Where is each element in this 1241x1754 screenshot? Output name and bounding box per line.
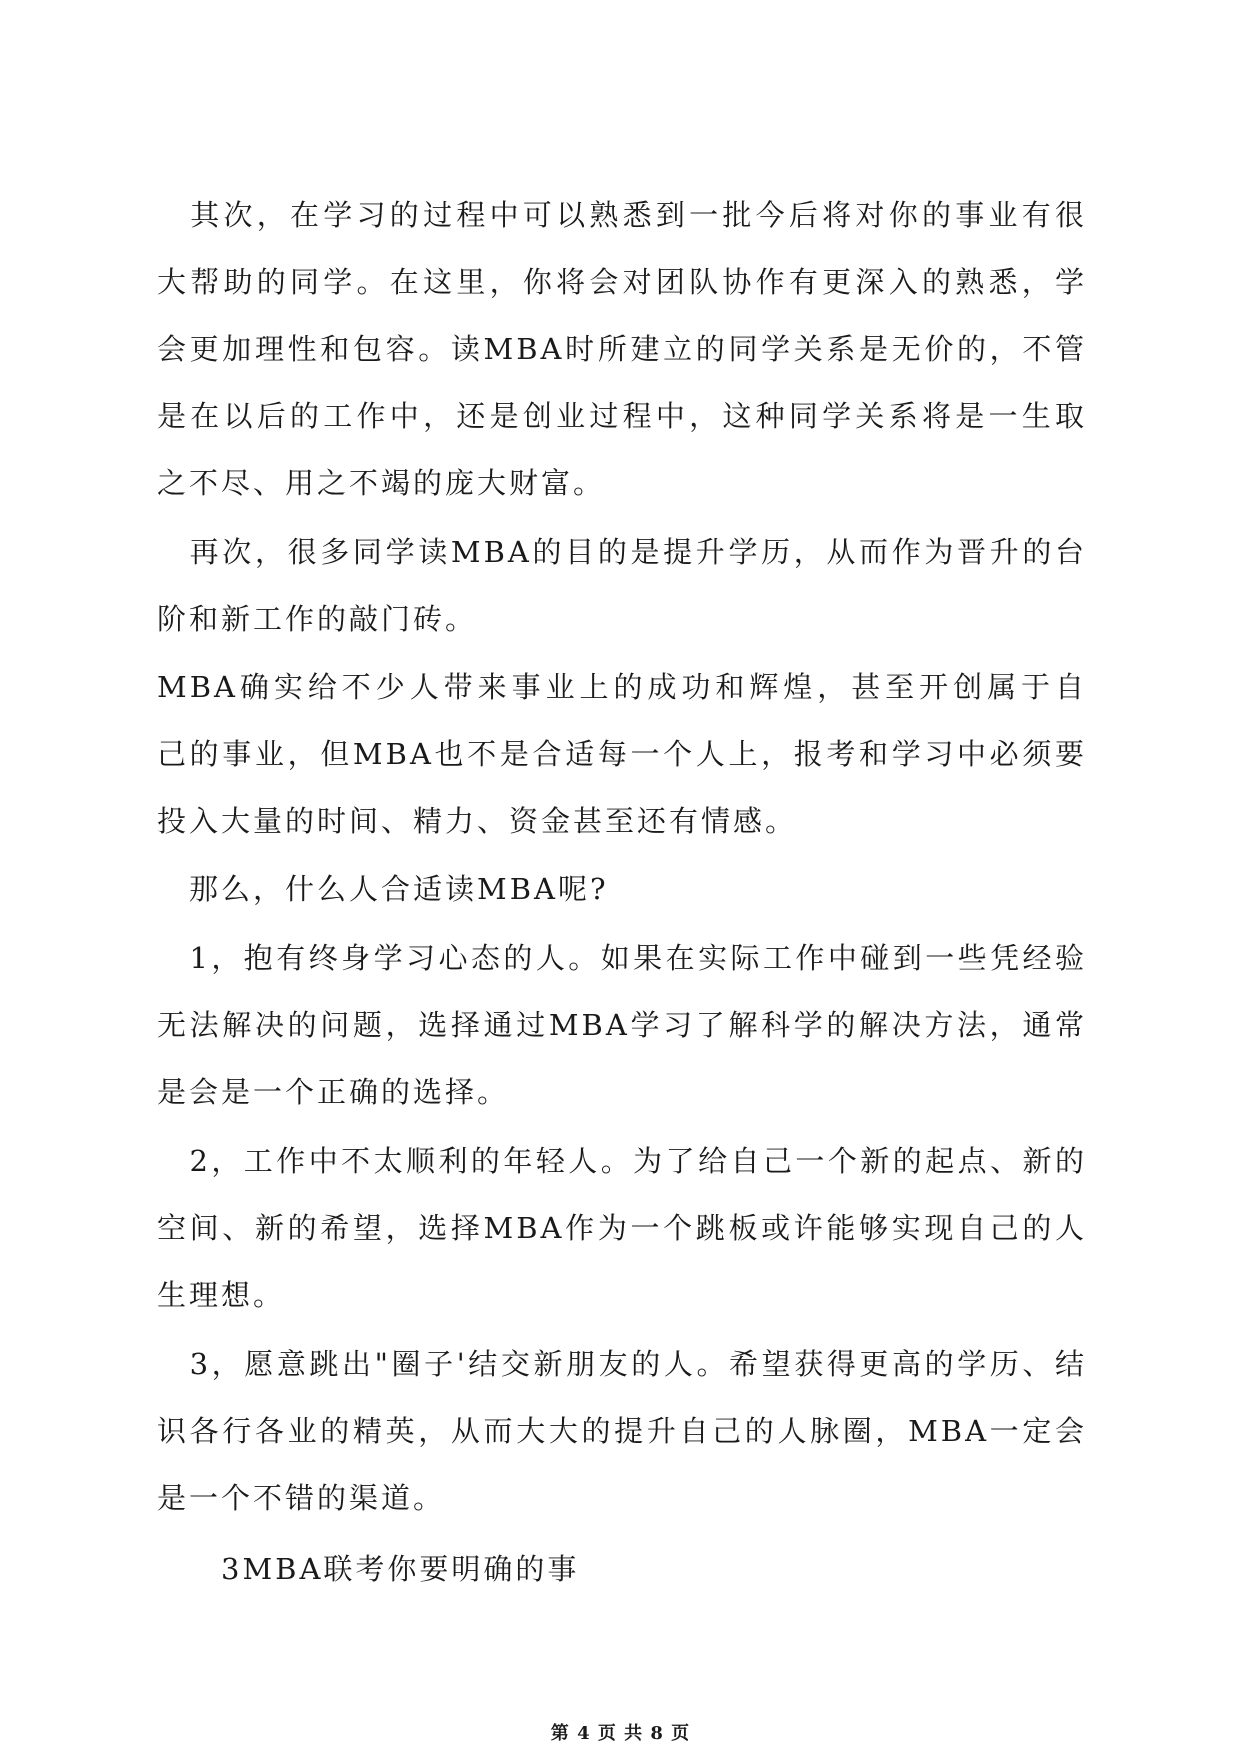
text-line: 再次，很多同学读MBA的目的是提升学历，从而作为晋升的台: [157, 535, 1087, 569]
text-line: 无法解决的问题，选择通过MBA学习了解科学的解决方法，通常: [157, 1008, 1087, 1042]
text-line: 那么，什么人合适读MBA呢?: [157, 872, 609, 906]
text-line: 之不尽、用之不竭的庞大财富。: [157, 466, 606, 500]
section-heading: 3MBA联考你要明确的事: [157, 1552, 580, 1586]
text-line: MBA确实给不少人带来事业上的成功和辉煌，甚至开创属于自: [157, 670, 1087, 704]
text-line: 是在以后的工作中，还是创业过程中，这种同学关系将是一生取: [157, 399, 1087, 433]
text-line: 阶和新工作的敲门砖。: [157, 602, 478, 636]
text-line: 3，愿意跳出"圈子'结交新朋友的人。希望获得更高的学历、结: [157, 1347, 1087, 1381]
text-line: 生理想。: [157, 1278, 286, 1312]
text-line: 空间、新的希望，选择MBA作为一个跳板或许能够实现自己的人: [157, 1211, 1087, 1245]
text-line: 其次，在学习的过程中可以熟悉到一批今后将对你的事业有很: [157, 198, 1087, 232]
text-line: 投入大量的时间、精力、资金甚至还有情感。: [157, 804, 798, 838]
text-line: 大帮助的同学。在这里，你将会对团队协作有更深入的熟悉，学: [157, 265, 1087, 299]
text-line: 1，抱有终身学习心态的人。如果在实际工作中碰到一些凭经验: [157, 941, 1087, 975]
text-line: 识各行各业的精英，从而大大的提升自己的人脉圈，MBA一定会: [157, 1414, 1087, 1448]
text-line: 会更加理性和包容。读MBA时所建立的同学关系是无价的，不管: [157, 332, 1087, 366]
text-line: 是会是一个正确的选择。: [157, 1075, 510, 1109]
page-number-footer: 第 4 页 共 8 页: [550, 1723, 691, 1744]
text-line: 2，工作中不太顺利的年轻人。为了给自己一个新的起点、新的: [157, 1144, 1087, 1178]
text-line: 己的事业，但MBA也不是合适每一个人上，报考和学习中必须要: [157, 737, 1087, 771]
text-line: 是一个不错的渠道。: [157, 1481, 446, 1515]
